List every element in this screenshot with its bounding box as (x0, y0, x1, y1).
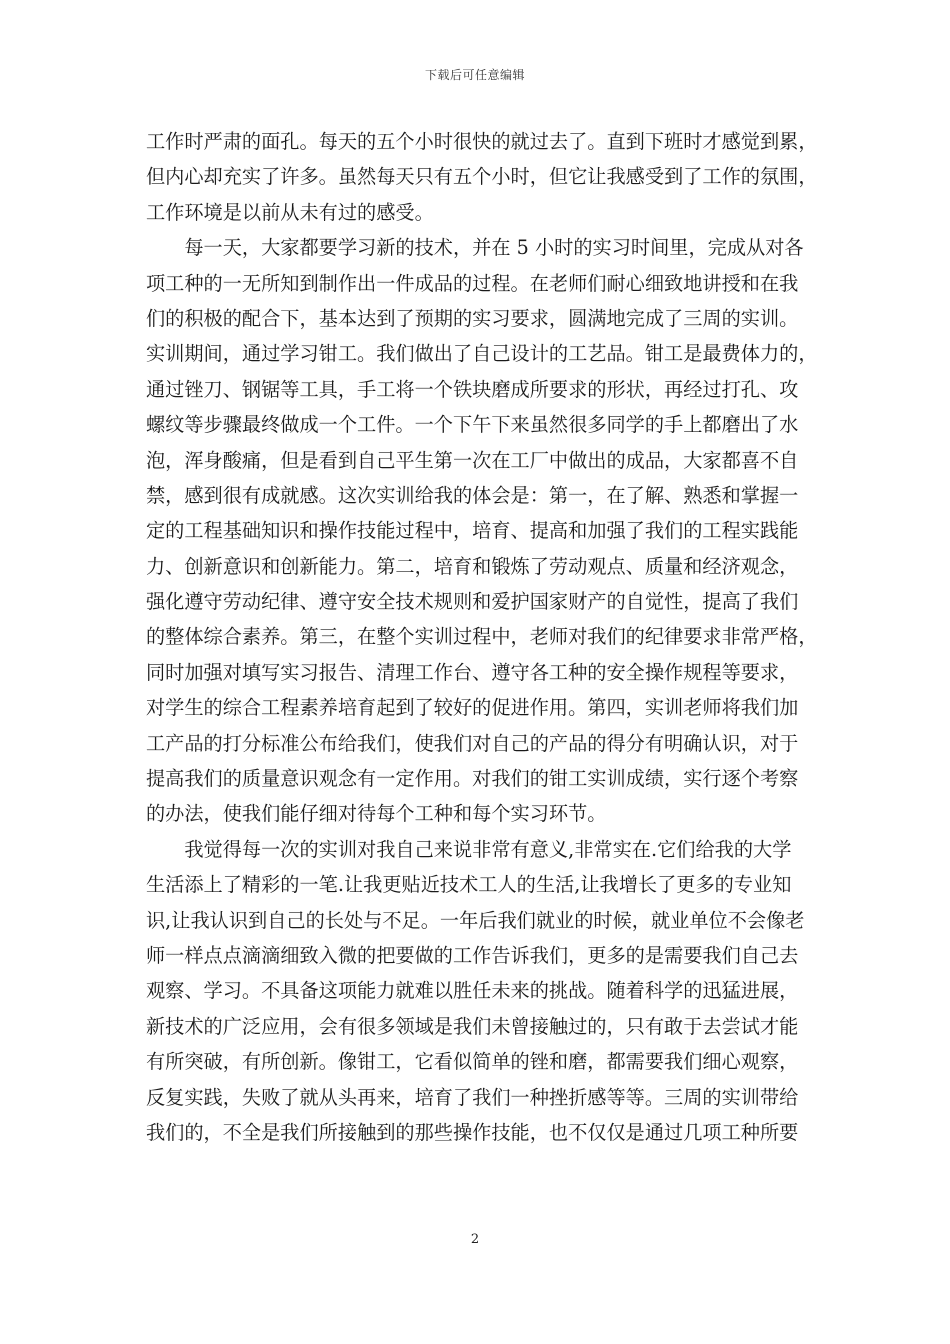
text-line: 力、创新意识和创新能力。第二，培育和锻炼了劳动观点、质量和经济观念， (146, 554, 799, 578)
text-line: 工产品的打分标准公布给我们，使我们对自己的产品的得分有明确认识，对于 (146, 731, 799, 755)
document-body (146, 124, 826, 1150)
text-line: 每一天，大家都要学习新的技术，并在 5 小时的实习时间里，完成从对各 (146, 236, 804, 260)
text-line: 项工种的一无所知到制作出一件成品的过程。在老师们耐心细致地讲授和在我 (146, 271, 799, 295)
text-line: 螺纹等步骤最终做成一个工件。一个下午下来虽然很多同学的手上都磨出了水 (146, 413, 799, 437)
text-line: 提高我们的质量意识观念有一定作用。对我们的钳工实训成绩，实行逐个考察 (146, 767, 799, 791)
text-line: 生活添上了精彩的一笔.让我更贴近技术工人的生活,让我增长了更多的专业知 (146, 873, 792, 897)
page-number: 2 (470, 1232, 480, 1247)
text-line: 泡，浑身酸痛，但是看到自己平生第一次在工厂中做出的成品，大家都喜不自 (146, 448, 799, 472)
text-line: 反复实践，失败了就从头再来，培育了我们一种挫折感等等。三周的实训带给 (146, 1085, 799, 1109)
text-line: 师一样点点滴滴细致入微的把要做的工作告诉我们，更多的是需要我们自己去 (146, 943, 799, 967)
text-line: 工作环境是以前从未有过的感受。 (146, 200, 434, 224)
text-line: 们的积极的配合下，基本达到了预期的实习要求，圆满地完成了三周的实训。 (146, 306, 799, 330)
text-line: 的整体综合素养。第三，在整个实训过程中，老师对我们的纪律要求非常严格， (146, 625, 818, 649)
text-line: 有所突破，有所创新。像钳工，它看似简单的锉和磨，都需要我们细心观察， (146, 1050, 799, 1074)
text-line: 工作时严肃的面孔。每天的五个小时很快的就过去了。直到下班时才感觉到累， (146, 130, 818, 153)
text-line: 观察、学习。不具备这项能力就难以胜任未来的挑战。随着科学的迅猛进展， (146, 979, 799, 1003)
text-line: 定的工程基础知识和操作技能过程中，培育、提高和加强了我们的工程实践能 (146, 519, 799, 543)
page-header: 下载后可任意编辑 (424, 68, 525, 82)
text-line: 通过锉刀、钢锯等工具，手工将一个铁块磨成所要求的形状，再经过打孔、攻 (146, 377, 799, 401)
text-line: 实训期间，通过学习钳工。我们做出了自己设计的工艺品。钳工是最费体力的， (146, 342, 818, 366)
text-line: 同时加强对填写实习报告、清理工作台、遵守各工种的安全操作规程等要求， (146, 660, 799, 684)
text-line: 新技术的广泛应用，会有很多领域是我们未曾接触过的，只有敢于去尝试才能 (146, 1014, 799, 1038)
text-line: 强化遵守劳动纪律、遵守安全技术规则和爱护国家财产的自觉性，提高了我们 (146, 590, 799, 614)
text-line: 我觉得每一次的实训对我自己来说非常有意义,非常实在.它们给我的大学 (146, 837, 792, 861)
text-line: 的办法，使我们能仔细对待每个工种和每个实习环节。 (146, 802, 607, 826)
text-line: 识,让我认识到自己的长处与不足。一年后我们就业的时候，就业单位不会像老 (146, 908, 805, 932)
text-line: 但内心却充实了许多。虽然每天只有五个小时，但它让我感受到了工作的氛围， (146, 165, 818, 189)
text-line: 禁，感到很有成就感。这次实训给我的体会是：第一，在了解、熟悉和掌握一 (146, 483, 799, 507)
text-line: 我们的，不全是我们所接触到的那些操作技能，也不仅仅是通过几项工种所要 (146, 1120, 799, 1144)
text-line: 对学生的综合工程素养培育起到了较好的促进作用。第四，实训老师将我们加 (146, 696, 799, 720)
